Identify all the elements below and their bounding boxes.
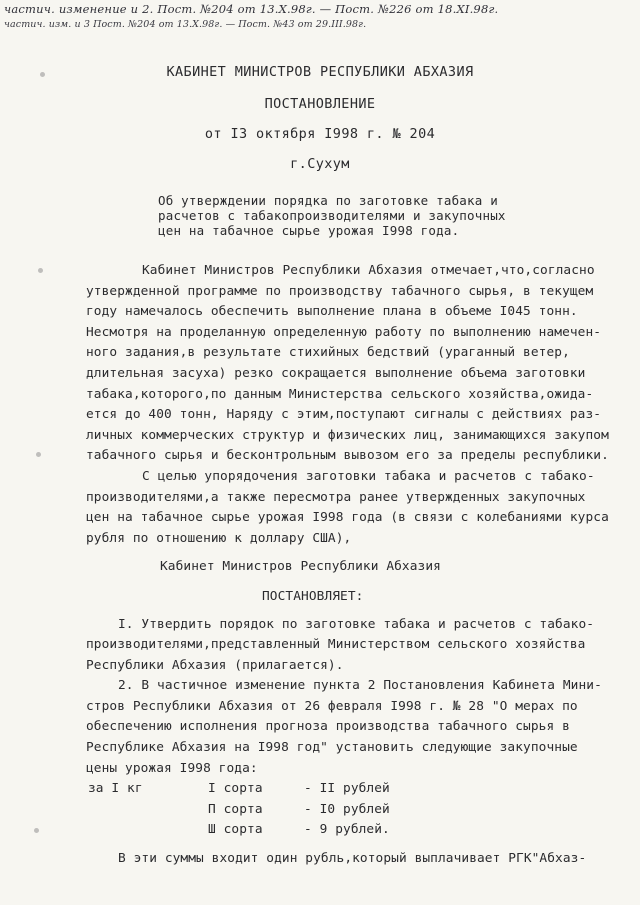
price-row <box>86 820 626 841</box>
price-grade: Ш сорта <box>208 822 263 838</box>
text-line: Несмотря на проделанную определенную работу по выполнению намечен- <box>86 324 602 340</box>
cabinet-line: Кабинет Министров Республики Абхазия <box>160 559 441 575</box>
text-line: ется до 400 тонн, Наряду с этим,поступают сигналы с действиях раз- <box>86 407 602 423</box>
text-line: Кабинет Министров Республики Абхазия отмечает,что,согласно <box>142 263 595 278</box>
item-1-paragraph <box>86 615 626 677</box>
price-value: - 9 рублей. <box>304 822 390 838</box>
text-line: табачного сырья и бесконтрольным вывозом его за пределы республики. <box>86 448 609 464</box>
text-line: утвержденной программе по производству табачного сырья, в текущем <box>86 283 594 299</box>
text-line: производителями,представленный Министерством сельского хозяйства <box>86 637 586 653</box>
text-line: длительная засуха) резко сокращается выполнение объема заготовки <box>86 365 586 381</box>
city-line: г.Сухум <box>290 156 350 172</box>
text-line: стров Республики Абхазия от 26 февраля I998 г. № 28 "О мерах по <box>86 698 578 714</box>
text-line: 2. В частичное изменение пункта 2 Постановления Кабинета Мини- <box>118 678 602 694</box>
text-line: Республики Абхазия (прилагается). <box>86 657 344 673</box>
date-number-line: от I3 октября I998 г. № 204 <box>204 126 436 142</box>
text-line: цены урожая I998 года: <box>86 760 258 776</box>
text-line: I. Утвердить порядок по заготовке табака и расчетов с табако- <box>118 616 595 632</box>
text-line: производителями,а также пересмотра ранее утвержденных закупочных <box>86 489 586 505</box>
scan-speck <box>38 268 43 273</box>
price-unit <box>86 820 208 841</box>
document-body <box>86 261 626 870</box>
text-line: С целью упорядочения заготовки табака и расчетов с табако- <box>142 468 595 484</box>
document-type-heading: ПОСТАНОВЛЕНИЕ <box>264 96 376 112</box>
price-row <box>86 800 626 821</box>
text-line: табака,которого,по данным Министерства сельского хозяйства,ожида- <box>86 386 594 402</box>
text-line: цен на табачное сырье урожая I998 года (в связи с колебаниями курса <box>86 510 609 526</box>
price-value: - I0 рублей <box>304 801 390 817</box>
price-table <box>86 779 626 841</box>
scan-speck <box>34 828 39 833</box>
handwritten-note: частич. изм. и 3 Пост. №204 от 13.X.98г. — Пост. №43 от 29.III.98г. <box>4 19 367 30</box>
price-unit <box>86 800 208 821</box>
handwritten-note: частич. изменение и 2. Пост. №204 от 13.X.98г. — Пост. №226 от 18.XI.98г. <box>4 2 499 16</box>
preamble-paragraph <box>86 261 626 467</box>
price-row <box>86 779 626 800</box>
text-line: обеспечению исполнения прогноза производства табачного сырья в <box>86 719 570 735</box>
price-grade: I сорта <box>208 781 263 797</box>
text-line: году намечалось обеспечить выполнение плана в объеме I045 тонн. <box>86 304 578 320</box>
price-unit: за I кг <box>88 781 143 797</box>
closing-line: В эти суммы входит один рубль,который выплачивает РГК"Абхаз- <box>118 851 587 867</box>
scan-speck <box>40 72 45 77</box>
price-value: - II рублей <box>304 781 390 797</box>
document-subject: Об утверждении порядка по заготовке табака и расчетов с табакопроизводителями и закупочных цен на табачное сырье урожая I998 года. <box>158 193 506 238</box>
item-2-paragraph <box>86 676 626 779</box>
resolves-heading: ПОСТАНОВЛЯЕТ: <box>262 588 364 604</box>
price-grade: П сорта <box>208 801 263 817</box>
text-line: рубля по отношению к доллару США), <box>86 530 352 546</box>
scan-speck <box>36 452 41 457</box>
text-line: личных коммерческих структур и физических лиц, занимающихся закупом <box>86 427 609 443</box>
text-line: Республике Абхазия на I998 год" установить следующие закупочные <box>86 740 578 756</box>
purpose-paragraph <box>86 467 626 549</box>
text-line: ного задания,в результате стихийных бедствий (ураганный ветер, <box>86 345 570 361</box>
organization-heading: КАБИНЕТ МИНИСТРОВ РЕСПУБЛИКИ АБХАЗИЯ <box>166 64 474 80</box>
